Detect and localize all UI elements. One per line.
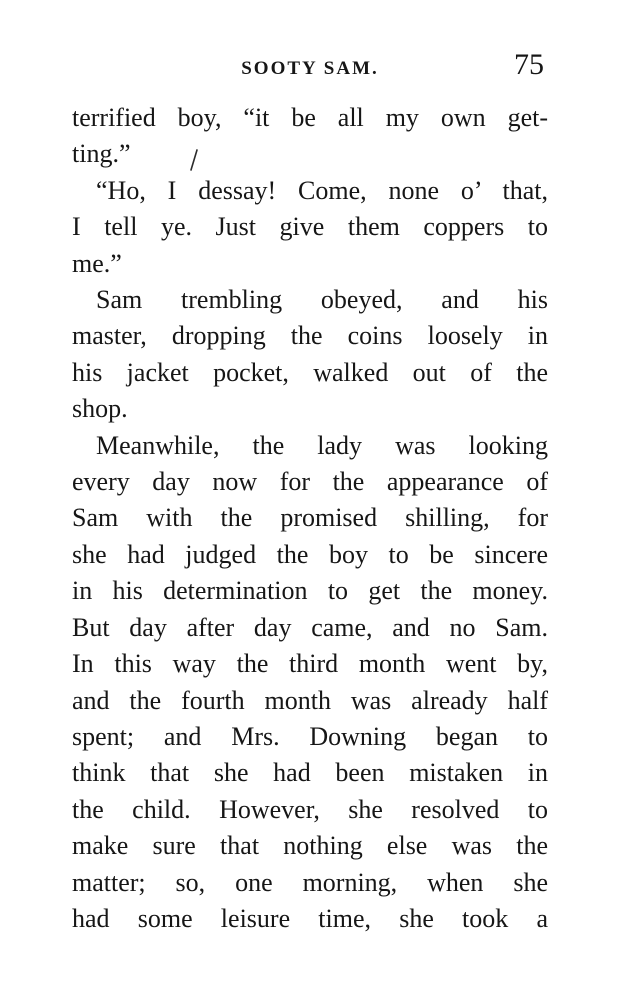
text-line: shop. — [72, 394, 128, 424]
text-line: Sam trembling obeyed, and his — [96, 285, 548, 315]
text-line: Meanwhile, the lady was looking — [96, 430, 548, 460]
paragraph-4 — [72, 428, 548, 938]
text-line: she had judged the boy to be sincere — [72, 539, 548, 569]
text-line: ting.” — [72, 139, 131, 169]
text-line: his jacket pocket, walked out of the — [72, 357, 548, 387]
text-line: Sam with the promised shilling, for — [72, 503, 548, 533]
running-title: SOOTY SAM. — [241, 58, 379, 79]
text-line: every day now for the appearance of — [72, 467, 548, 497]
text-line: I tell ye. Just give them coppers to — [72, 212, 548, 242]
running-head — [72, 48, 548, 84]
paragraph-3 — [72, 282, 548, 428]
text-line: master, dropping the coins loosely in — [72, 321, 548, 351]
text-line: spent; and Mrs. Downing began to — [72, 721, 548, 751]
text-line: and the fourth month was already half — [72, 685, 548, 715]
text-line: matter; so, one morning, when she — [72, 867, 548, 897]
text-line: had some leisure time, she took a — [72, 903, 548, 933]
paragraph-1 — [72, 100, 548, 173]
text-line: terrified boy, “it be all my own get- — [72, 103, 548, 132]
text-line: in his determination to get the money. — [72, 576, 548, 606]
body-text — [72, 100, 548, 937]
page-number: 75 — [514, 48, 544, 81]
text-line: In this way the third month went by, — [72, 649, 548, 679]
text-line: “Ho, I dessay! Come, none o’ that, — [96, 175, 548, 205]
text-line: But day after day came, and no Sam. — [72, 612, 548, 642]
text-line: make sure that nothing else was the — [72, 831, 548, 861]
text-line: me.” — [72, 248, 122, 278]
text-line: think that she had been mistaken in — [72, 758, 548, 788]
paragraph-2 — [72, 173, 548, 282]
text-line: the child. However, she resolved to — [72, 794, 548, 824]
